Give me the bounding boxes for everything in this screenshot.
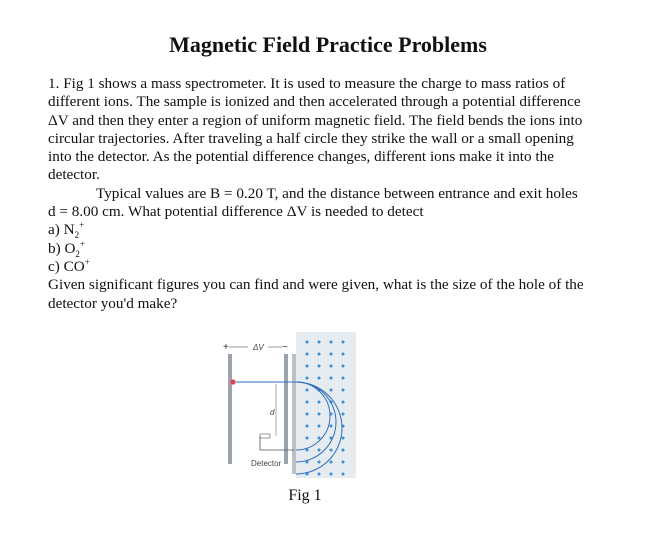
text-line: ΔV and then they enter a region of uniform magnetic field. The field bends the ions into <box>48 111 583 129</box>
item-b-subscript: 2 <box>75 248 80 259</box>
field-dot <box>318 461 321 464</box>
field-wall <box>292 354 296 474</box>
field-dot <box>306 377 309 380</box>
text-line: Typical values are B = 0.20 T, and the distance between entrance and exit holes <box>96 184 578 202</box>
field-dot <box>318 437 321 440</box>
field-dot <box>342 389 345 392</box>
field-dot <box>330 473 333 476</box>
field-dot <box>306 389 309 392</box>
d-label: d <box>270 408 275 417</box>
field-dot <box>318 413 321 416</box>
field-dot <box>306 401 309 404</box>
field-dot <box>330 377 333 380</box>
field-dot <box>330 449 333 452</box>
plate-positive <box>228 354 232 464</box>
field-dot <box>330 461 333 464</box>
minus-label: − <box>282 342 288 353</box>
problem-paragraph-1 <box>48 75 618 185</box>
item-b-prefix: b) O <box>48 239 76 257</box>
field-dot <box>318 449 321 452</box>
detector-opening <box>260 434 270 438</box>
field-dot <box>342 341 345 344</box>
field-dot <box>318 425 321 428</box>
item-a-superscript: + <box>79 220 85 231</box>
field-dot <box>318 341 321 344</box>
item-c-prefix: c) CO <box>48 257 85 275</box>
field-dot <box>318 473 321 476</box>
field-dot <box>306 365 309 368</box>
magnetic-field-region <box>296 332 356 478</box>
field-dot <box>330 341 333 344</box>
field-dot <box>318 365 321 368</box>
item-c <box>48 258 618 276</box>
field-dot <box>318 377 321 380</box>
field-dot <box>330 353 333 356</box>
text-line: into the detector. As the potential difference changes, different ions make it into the <box>48 148 554 166</box>
plate-negative <box>284 354 288 464</box>
text-line: detector you'd make? <box>48 294 178 312</box>
field-dot <box>342 401 345 404</box>
mass-spectrometer-figure <box>210 330 360 480</box>
field-dot <box>306 425 309 428</box>
figure-caption: Fig 1 <box>288 487 322 504</box>
text-line: detector. <box>48 166 100 184</box>
delta-v-label: ΔV <box>253 343 264 352</box>
field-dot <box>306 341 309 344</box>
field-dot <box>330 365 333 368</box>
item-a <box>48 221 618 239</box>
field-dot <box>330 425 333 428</box>
text-line: different ions. The sample is ionized and then accelerated through a potential difference <box>48 93 581 111</box>
plus-label: + <box>223 342 229 353</box>
item-b-superscript: + <box>79 238 85 249</box>
field-dot <box>306 353 309 356</box>
text-line: 1. Fig 1 shows a mass spectrometer. It is used to measure the charge to mass ratios of <box>48 75 566 92</box>
field-dot <box>342 473 345 476</box>
mass-spectrometer-diagram <box>210 330 360 480</box>
field-dot <box>342 461 345 464</box>
item-a-prefix: a) N <box>48 221 75 239</box>
field-dot <box>342 365 345 368</box>
problem-paragraph-2 <box>48 185 618 222</box>
item-a-subscript: 2 <box>74 230 80 241</box>
field-dot <box>342 437 345 440</box>
problem-text <box>48 75 618 313</box>
text-line: circular trajectories. After traveling a half circle they strike the wall or a small opening <box>48 129 574 147</box>
field-dot <box>306 437 309 440</box>
item-c-superscript: + <box>84 256 90 267</box>
field-dot <box>342 413 345 416</box>
field-dot <box>330 389 333 392</box>
item-b <box>48 240 618 258</box>
ion-source <box>230 379 235 384</box>
page-title: Magnetic Field Practice Problems <box>169 32 487 57</box>
detector-label: Detector <box>251 459 282 468</box>
final-question <box>48 276 618 313</box>
field-dot <box>342 449 345 452</box>
field-dot <box>306 413 309 416</box>
field-dot <box>318 353 321 356</box>
text-line: d = 8.00 cm. What potential difference ΔV is needed to detect <box>48 203 424 221</box>
text-line: Given significant figures you can find and were given, what is the size of the hole of the <box>48 276 584 294</box>
field-dot <box>318 401 321 404</box>
field-dot <box>342 377 345 380</box>
field-dot <box>342 353 345 356</box>
